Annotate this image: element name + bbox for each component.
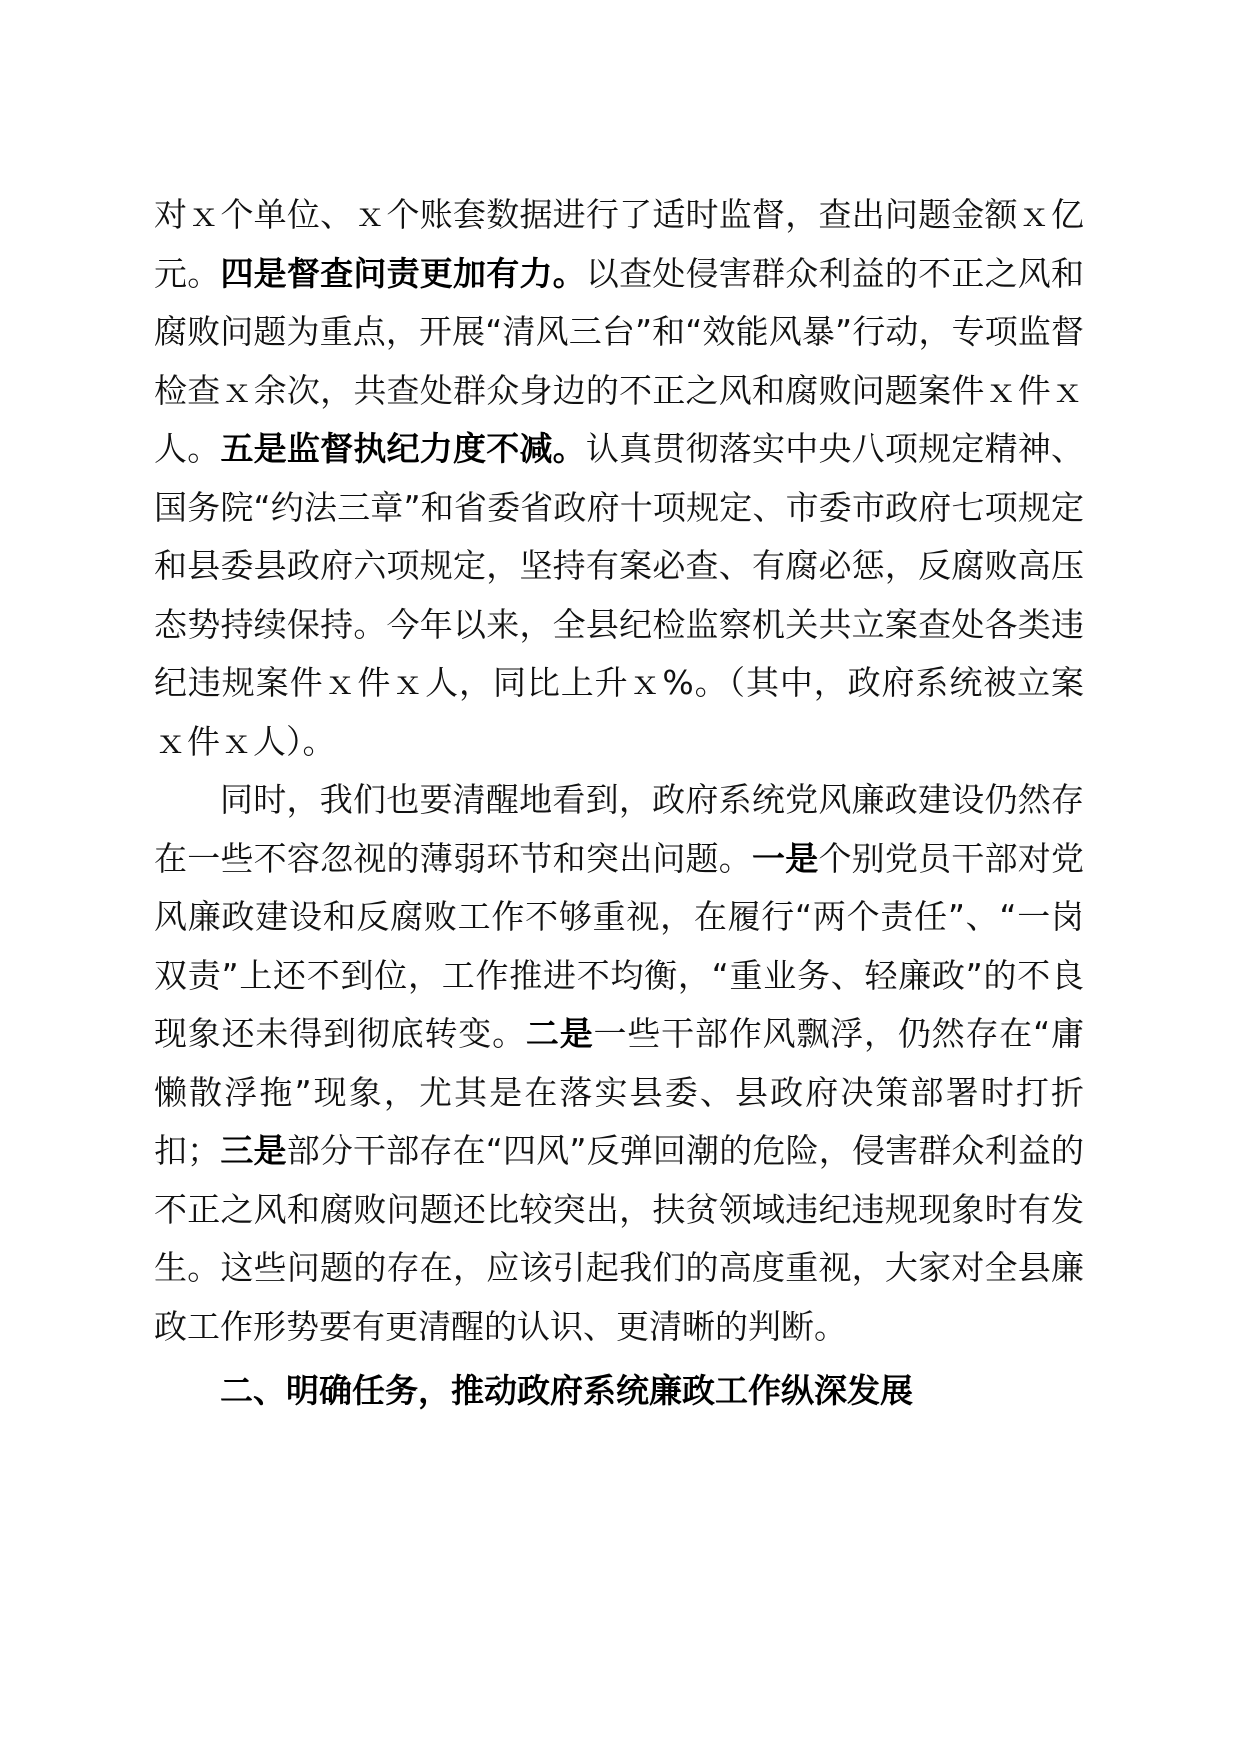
section-heading: 二、明确任务，推动政府系统廉政工作纵深发展: [220, 1371, 913, 1410]
bold-marker-three: 三是: [220, 1131, 287, 1170]
text-run: 一些干部作风飘浮，仍然存在“庸懒散浮拖”现象，尤其是在落实县委、县政府决策部署时打折扣；: [154, 1014, 1084, 1170]
document-body: [154, 186, 1084, 1421]
text-run: 对ｘ个单位、ｘ个账套数据进行了适时监督，查出问题金额ｘ亿元。: [154, 195, 1084, 293]
text-run: 认真贯彻落实中央八项规定精神、国务院“约法三章”和省委省政府十项规定、市委市政府七项规定和县委县政府六项规定，坚持有案必查、有腐必惩，反腐败高压态势持续保持。今年以来，全县纪检监察机关共立案查处各类违纪违规案件ｘ件ｘ人，同比上升ｘ%。（其中，政府系统被立案ｘ件ｘ人）。: [154, 429, 1085, 761]
text-run: 以查处侵害群众利益的不正之风和腐败问题为重点，开展“清风三台”和“效能风暴”行动，专项监督检查ｘ余次，共查处群众身边的不正之风和腐败问题案件ｘ件ｘ人。: [154, 253, 1085, 468]
paragraph-problems: [154, 771, 1084, 1356]
text-run: 个别党员干部对党风廉政建设和反腐败工作不够重视，在履行“两个责任”、“一岗双责”上还不到位，工作推进不均衡，“重业务、轻廉政”的不良现象还未得到彻底转变。: [154, 838, 1085, 1053]
text-run: 同时，我们也要清醒地看到，政府系统党风廉政建设仍然存在一些不容忽视的薄弱环节和突出问题。: [154, 780, 1084, 878]
bold-marker-two: 二是: [525, 1014, 594, 1053]
bold-marker-one: 一是: [752, 838, 819, 878]
text-run: 部分干部存在“四风”反弹回潮的危险，侵害群众利益的不正之风和腐败问题还比较突出，扶贫领域违纪违规现象时有发生。这些问题的存在，应该引起我们的高度重视，大家对全县廉政工作形势要有更清醒的认识、更清晰的判断。: [154, 1131, 1084, 1346]
bold-point-five: 五是监督执纪力度不减。: [220, 429, 586, 468]
bold-point-four: 四是督查问责更加有力。: [220, 253, 586, 293]
paragraph-supervision: [154, 186, 1084, 771]
